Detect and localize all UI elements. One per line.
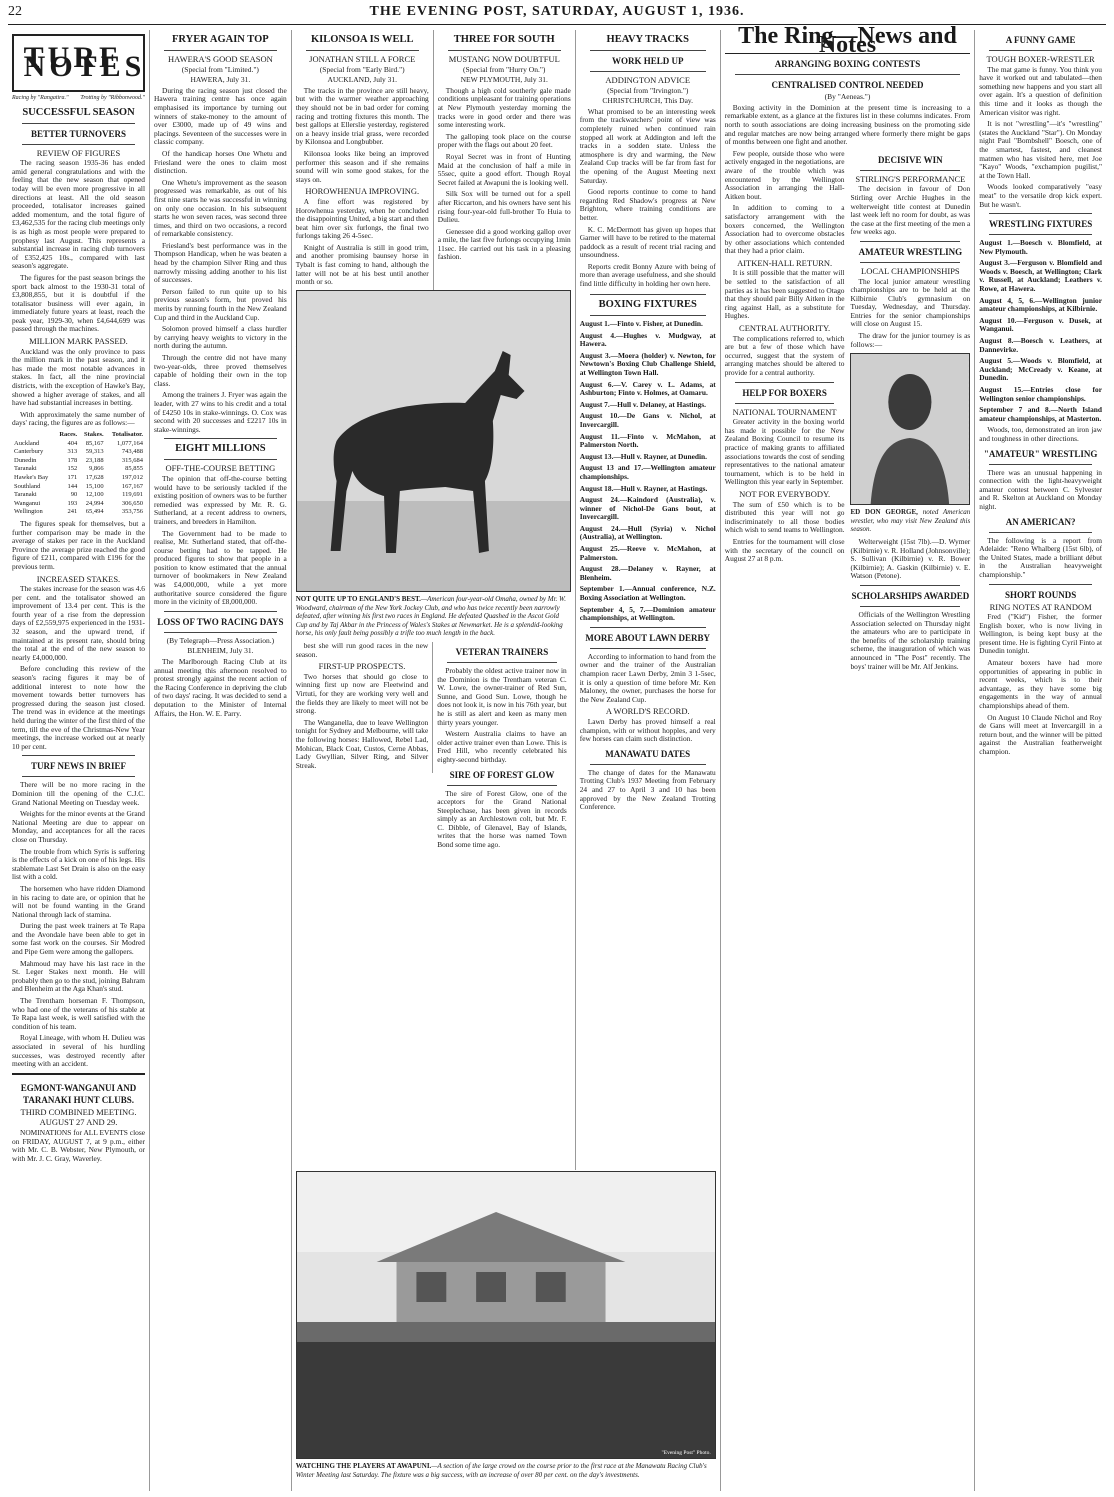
subheadline: CENTRALISED CONTROL NEEDED [771,80,924,91]
table-cell: 313 [67,448,78,456]
caption-lead: ED DON GEORGE, [850,508,918,517]
omaha-horse-photo [296,290,571,592]
paragraph: Woods, too, demonstrated an iron jaw and toughness in other directions. [979,425,1102,443]
advert-subheading: THIRD COMBINED MEETING. [20,1106,137,1117]
paragraph: In addition to coming to a satisfactory arrangement with the boxers concerned, the Wellington Association had to overcome obstacles by other associations which contended that they had a prior claim. [724,203,845,256]
table-header-cell: Totalisator. [111,431,143,438]
table-row [12,491,145,500]
dateline: BLENHEIM, July 31. [187,646,254,656]
section-heading: HOROWHENUA IMPROVING. [305,186,420,197]
subheadline: NATIONAL TOURNAMENT [732,406,837,417]
subheadline: JONATHAN STILL A FORCE [309,54,416,64]
section-heading: INCREASED STAKES. [36,573,121,584]
paragraph: The decision in favour of Don Stirling over Archie Hughes in the welterweight title contest at Dunedin last week left no room for doubt, as was the case at the first meeting of the men a few weeks ago. [850,184,971,237]
fixture-item: August 7.—Hull v. Delaney, at Hastings. [579,399,707,409]
paragraph: K. C. McDermott has given up hopes that Garner will have to be retired to the maternal paddock as a result of recent trial racing and unsoundness. [579,224,716,260]
paragraph: It is not "wrestling"—it's "wrestling" (states the Auckland "Star"). On Monday night Paul "Bombshell" Boesch, one of the smartest, fastest, and cleanest matmen who has visited here, met Joe "Kayo" Woods, "exchampion pugilist," at the Town Hall. [979,119,1102,180]
table-cell: Canterbury [14,448,44,456]
paragraph: Boxing activity in the Dominion at the present time is increasing to a remarkable extent, as a glance at the fixtures list in these columns indicates. From north to south associations are doing increasing business on the promoting side and regular matches are now being arranged where formerly there might be gaps of months between one fight and another. [724,102,971,147]
table-cell: 85,855 [125,465,143,473]
paragraph: The local junior amateur wrestling championships are to be held at the Kilbirnie Club's gymnasium on Tuesday, Wednesday, and Thursday. Entries for the senior championships will close on August 15. [850,276,971,329]
table-header-cell: Stakes. [83,431,104,438]
section-heading: MILLION MARK PASSED. [29,336,128,347]
table-cell: Wellington [14,508,43,516]
column-ring-news [721,23,976,1491]
headline: MANAWATU DATES [605,748,691,759]
section-heading: CENTRAL AUTHORITY. [739,323,831,334]
fixture-item: August 11.—Finto v. McMahon, at Palmerston North. [579,431,716,450]
paragraph: The mat game is funny. You think you have it worked out and tabulated—then something new happens and you start all over again. It's a question of definition this time and it looks as though the American visitor was right. [979,64,1102,117]
fixture-item: August 24.—Hull (Syria) v. Nichol (Australia), at Wellington. [579,523,716,542]
subheadline: ADDINGTON ADVICE [605,75,691,85]
paragraph: Greater activity in the boxing world has made it possible for the New Zealand Boxing Council to resume its practice of making grants to affiliated associations towards the cost of sending representatives to the national amateur tournament, which is to be held in Wellington this year early in September. [724,417,845,487]
photo-credit: "Evening Post" Photo. [661,1450,711,1456]
paragraph: Officials of the Wellington Wrestling Association selected on Thursday night the amateurs who are to participate in the benefits of the scholarship training scheme, the inauguration of which was announced in "The Post" recently. The boys' trainer will be Mr. Alf Jenkins. [850,610,971,671]
caption-text: —American four-year-old Omaha, owned by Mr. W. Woodward, chairman of the New York Jockey Club, and who has twice recently been narrowly defeated, after winning his first two races in England. He defeated Quashed in the Ascot Gold Cup and by Taj Akbar in the Princess of Wales's Stakes at Newmarket. He is a splendid-looking horse, his only fault being possibly a trifle too much length in the back. [295,595,566,638]
paragraph: Reports credit Bonny Azure with being of more than average usefulness, and she should find little difficulty in holding her own here. [579,261,716,289]
paragraph: A fine effort was registered by Horowhenua yesterday, when he concluded the disappointing United, a big start and then beat him over six furlongs, the final two furlongs taking 26 4-5sec. [295,196,429,241]
column-first-up [296,642,434,773]
paragraph: The Marlborough Racing Club at its annual meeting this afternoon resolved to protest strongly against the recent action of the Racing Conference in depriving the club of two days' racing. It was decided to send a deputation to the Minister of Internal Affairs, the Hon. W. E. Parry. [154,657,287,718]
headline: EIGHT MILLIONS [175,443,266,455]
table-header-cell: Races. [59,431,78,438]
awapuni-crowd-photo [296,1171,716,1459]
subheadline: BETTER TURNOVERS [30,128,127,139]
stakes-table [12,431,145,517]
table-row [12,500,145,509]
paragraph: Silk Sox will be turned out for a spell after Riccarton, and his owners have sent his rising four-year-old full-brother To Huia to Dulieu. [437,189,571,225]
headline: THREE FOR SOUTH [453,34,555,45]
dateline: AUCKLAND, July 31. [327,75,398,85]
paragraph: Woods looked comparatively "easy meat" to the versatile drop kick expert. But he wasn't. [979,182,1102,209]
column-turf-notes [8,30,150,1491]
fixture-item: August 3.—Ferguson v. Blomfield and Woods v. Boesch, at Wellington; Clark v. Russell, at Auckland; Leathers v. Rowe, at Hawera. [979,258,1102,294]
byline: (Special from "Limited.") [181,64,259,74]
paragraph: The complications referred to, which are but a few of those which have occurred, suggest that the system of arranging matches should be altered to provide for a central authority. [724,333,845,377]
headline: ARRANGING BOXING CONTESTS [774,59,921,70]
paragraph: The figures for the past season brings the sport back almost to the 1930-31 total of £3,808,855, but it is doubtful if the totalisator business will ever again, in immediately future years at least, reach the peak year, 1929-30, when £4,644,699 was passed through the machines. [12,272,145,334]
fixture-item: August 5.—Woods v. Blomfield, at Auckland; McCready v. Keane, at Dunedin. [979,356,1102,383]
fixture-item: August 24.—Kaindord (Australia), v. winner of Nichol-De Gans bout, at Invercargill. [579,495,716,522]
subheadline: TOUGH BOXER-WRESTLER [986,54,1095,64]
table-row [12,448,145,457]
table-row [12,474,145,483]
section-heading: A WORLD'S RECORD. [605,706,690,717]
paragraph: Fred ("Kid") Fisher, the former English boxer, who is now living in Wellington, is being kept busy at the present time. He is fighting Cyril Finto at Dunedin tonight. [979,612,1102,656]
horse-photo-caption [296,595,571,638]
dateline: NEW PLYMOUTH, July 31. [460,75,548,85]
paragraph: Knight of Australia is still in good trim, and another promising baunsey horse in Tybalt is fast coming to hand, although the latter will not be at his best until another month or so. [295,242,429,287]
paragraph: Two horses that should go close to winning first up now are Fleetwind and Virtuti, for they are working very well and the fields they are likely to meet will not be strong. [295,671,429,716]
paragraph: Though a high cold southerly gale made conditions unpleasant for training operations at New Plymouth yesterday morning the tracks were in good order and there was some interesting work. [437,85,571,130]
subheadline: LOCAL CHAMPIONSHIPS [861,265,960,276]
column-fryer [150,30,292,1491]
fixture-item: August 6.—V. Carey v. L. Adams, at Ashburton; Finto v. Holmes, at Oamaru. [579,379,716,398]
column-heavy-tracks [576,30,720,290]
table-cell: 17,628 [85,473,104,481]
center-columns [292,30,721,1491]
table-cell: 197,012 [121,473,143,481]
headline: KILONSOA IS WELL [310,34,414,45]
table-cell: 1,077,164 [117,439,143,447]
table-cell: 152 [67,465,78,473]
fixture-item: August 1.—Boesch v. Blomfield, at New Plymouth. [979,238,1102,256]
headline: LOSS OF TWO RACING DAYS [157,616,284,627]
table-cell: 743,488 [121,448,143,456]
fixture-item: August 15.—Entries close for Wellington senior championships. [979,385,1102,403]
paragraph: Before concluding this review of the season's racing figures it may be of additional interest to note how the movement towards better turnovers has progressed during the season just closed. The trend was in evidence at the meetings held during the winter of the first third of the term, till the eve of the Christmas-New Year meetings, the increase worked out at nearly 10 per cent. [12,664,145,751]
racing-credit: Racing by "Rangatira." [12,95,69,101]
headline: AMATEUR WRESTLING [858,246,963,257]
masthead [8,0,1106,25]
paragraph: Of the handicap horses One Whetu and Friesland were the ones to claim most distinction. [154,148,287,176]
section-heading: NOT FOR EVERYBODY. [739,488,831,499]
don-george-photo [850,353,970,505]
table-row [12,457,145,466]
paragraph: The trouble from which Syris is suffering is the effects of a kick on one of his legs. His stablemate Last Set Drain is also on the easy list with a cold. [12,846,145,882]
section-heading: FIRST-UP PROSPECTS. [318,661,406,672]
headline: SUCCESSFUL SEASON [22,106,135,118]
paragraph: On August 10 Claude Nichol and Roy de Gans will meet at Invercargill in a return bout, and the winner will be pitted against the Australian featherweight champion. [979,712,1102,756]
column-kilonsoa [292,30,434,290]
advert-body: NOMINATIONS for ALL EVENTS close on FRIDAY, AUGUST 7, at 9 p.m., either with Mr. C. B. Webster, New Plymouth, or with Mr. J. C. Gray, Waverley. [12,1127,145,1163]
subheadline: MUSTANG NOW DOUBTFUL [448,54,560,64]
fixture-item: August 10.—De Gans v. Nichol, at Invercargill. [579,411,716,429]
paragraph: What promised to be an interesting week from the trackwatchers' point of view was completely ruined when continued rain stopped all work at Addington and left the tracks in a sodden state. Unless the atmosphere is dry and warming, the New Zealand Cup tracks will be far from fast for the opening of the August Meeting next Saturday. [579,106,716,185]
caption-text: noted American wrestler, who may visit New Zealand this season. [850,508,971,534]
horse-silhouette-icon [297,291,570,591]
table-cell: 241 [67,508,78,516]
fixture-item: August 13.—Hull v. Rayner, at Dunedin. [579,451,707,461]
newspaper-title: THE EVENING POST, SATURDAY, AUGUST 1, 1936. [369,4,745,19]
headline: MORE ABOUT LAWN DERBY [585,632,711,643]
section-heading: AITKEN-HALL RETURN. [737,257,833,268]
headline: SIRE OF FOREST GLOW [449,769,555,780]
table-cell: Taranaki [14,465,37,473]
table-cell: 315,684 [121,456,143,464]
table-cell: 178 [67,456,78,464]
table-cell: Southland [14,482,41,490]
paragraph: Western Australia claims to have an older active trainer even than Lowe. This is Fred Hill, who recently celebrated his eighty-second birthday. [437,729,567,764]
table-cell: 85,167 [85,439,104,447]
paragraph: The sum of £50 which is to be distributed this year will not go indiscriminately to all those bodies which wish to send teams to Wellington. [724,499,845,535]
headline: HEAVY TRACKS [606,34,689,45]
table-row [12,440,145,449]
fixture-item: August 13 and 17.—Wellington amateur championships. [579,463,716,481]
dateline: CHRISTCHURCH, This Day. [602,96,694,106]
paragraph: According to information to hand from the owner and the trainer of the Australian champion racer Lawn Derby, 2min 3 1-5sec, it is only a question of time before Mr. Ken Maloney, the owner, purchases the horse for the New Zealand Cup. [579,651,716,704]
headline: SCHOLARSHIPS AWARDED [851,591,970,601]
paragraph: During the racing season just closed the Hawera training centre has once again emphasised its importance by turning out winners of stake-money to the amount of over £3000, made up of 49 wins and placings. Seventeen of the successes were in classic company. [154,85,287,147]
paragraph: Solomon proved himself a class hurdler by carrying heavy weights to victory in the north during the autumn. [154,324,287,351]
table-cell: 9,866 [89,465,104,473]
headline: BOXING FIXTURES [598,299,697,310]
wrestling-fixture-list [979,239,1102,423]
hunt-club-advert [12,1073,145,1164]
turf-notes-title: TURF NOTES [23,41,146,83]
fixture-item: August 10.—Ferguson v. Dusek, at Wanganui. [979,315,1102,334]
table-cell: 193 [67,499,78,507]
fixture-item: August 4, 5, 6.—Wellington junior amateur championships, at Kilbirnie. [979,295,1102,314]
byline: (Special from "Hurry On.") [463,64,546,74]
table-cell: 119,691 [122,491,143,499]
paragraph: Lawn Derby has proved himself a real champion, with or without hopples, and very few horses can claim such distinction. [579,716,716,744]
paragraph: Entries for the tournament will close with the secretary of the council on August 27 at 8 p.m. [724,536,845,564]
fixture-item: August 18.—Hull v. Rayner, at Hastings. [579,483,708,493]
paragraph: The figures speak for themselves, but a further comparison may be made in the average of stakes per race in the Auckland Province the average prize reached the good figure of £211, compared with £196 for the previous term. [12,518,145,571]
caption-lead: WATCHING THE PLAYERS AT AWAPUNI. [295,1462,432,1470]
fixture-item: August 25.—Reeve v. McMahon, at Palmerston. [579,544,716,562]
headline: A FUNNY GAME [1005,35,1076,45]
fixture-item: September 4, 5, 7.—Dominion amateur championships, at Wellington. [579,604,716,623]
table-cell: 65,494 [85,508,104,516]
paragraph: Few people, outside those who were actively engaged in the negotiations, are aware of the trouble which was encountered by the Wellington Association in arranging the Hall-Aitken bout. [724,148,845,201]
fixture-item: September 1.—Annual conference, N.Z. Boxing Association at Wellington. [579,584,716,603]
fixture-item: August 4.—Hughes v. Mudgway, at Hawera. [579,330,716,349]
table-cell: 404 [67,439,78,447]
paragraph: The Wanganella, due to leave Wellington tonight for Sydney and Melbourne, will take the following horses: Hallowed, Rebel Lad, Mohican, Black Coat, Custos, Cerne Abbas, Lady Gwyllian, Silver Ring, and Silver Streak. [295,717,429,770]
table-cell: 167,167 [121,482,143,490]
subheadline: OFF-THE-COURSE BETTING [165,463,276,474]
page-number: 22 [8,4,22,19]
byline: (Special from "Irvington.") [607,85,689,95]
headline: FRYER AGAIN TOP [172,34,269,45]
column-boxing-fixtures [576,290,720,1170]
paragraph: Friesland's best performance was in the Thompson Handicap, when he was beaten a head by the champion Silver Ring and thus narrowly missing adding another to his list of successes. [154,240,287,285]
paragraph: The sire of Forest Glow, one of the acceptors for the Grand National Steeplechase, has been given in records simply as an Archlestown colt, but Mr. F. C. Dibble, of Glenavel, Bay of Islands, writes that the horse was named Town Bond some time ago. [437,788,567,850]
column-credits [12,94,145,103]
table-cell: 171 [67,473,78,481]
awapuni-photo-caption [296,1462,716,1479]
advert-heading: EGMONT-WANGANUI AND TARANAKI HUNT CLUBS. [20,1082,137,1105]
table-header-cell [12,431,55,440]
headline: VETERAN TRAINERS [455,646,549,657]
byline: (By Telegraph—Press Association.) [166,635,275,645]
trotting-credit: Trotting by "Ribbonwood." [80,95,145,101]
byline: (Special from "Early Bird.") [319,64,405,74]
paragraph: Royal Secret was in front of Hunting Maid at the conclusion of half a mile in 55sec, quite a good effort. Though Royal Secret failed at Awapuni the is looking well. [437,151,571,187]
paragraph: Weights for the minor events at the Grand National Meeting are due to appear on Monday, and acceptances for all the races close on Thursday. [12,809,145,844]
paragraph: The draw for the junior tourney is as follows:— [850,331,971,349]
table-cell: 144 [67,482,78,490]
paragraph: best she will run good races in the new season. [295,640,429,659]
advert-date: AUGUST 27 AND 29. [39,1117,118,1128]
paragraph: The tracks in the province are still heavy, but with the warmer weather approaching they should not be in bad order for coming racing and trotting fixtures this month. The best gallops at Ellerslie yesterday, registered on a heavy inside trial grass, were recorded by Kilonsoa and Longbubber. [295,85,429,147]
table-row [12,465,145,474]
table-cell: 90 [70,491,78,499]
paragraph: Among the trainers J. Fryer was again the leader, with 27 wins to his credit and a total of £4250 10s in stake-winnings. O. Cox was second with 20 successes and £2217 10s in stake-winnings. [154,390,287,434]
turf-notes-logo [12,34,145,92]
column-three-for-south [434,30,576,290]
paragraph: The racing season 1935-36 has ended amid general congratulations and with the feeling that the new season that opened today will be even more progressive in all directions at least. All the old season proceeded, totalisator increases gained added momentum, and the total figure of £3,462,535 for the racing club meetings only is as high as most people were prepared to prophesy last August. This represents a substantial increase in racing club turnovers of £352,425 10s., compared with last season's aggregate. [12,158,146,271]
paragraph: The stakes increase for the season was 4.6 per cent. and the totalisator showed an improvement of 13.4 per cent. This is the fourth year of a rise from the depression days of £2,559,975 experienced in the 1931-32 season, and the upward trend, if maintained at its present rate, should bring the total at the end of the new season to nearly £4,000,000. [12,584,145,662]
table-cell: Auckland [14,439,40,447]
paragraph: The following is a report from Adelaide: "Reno Whalberg (15st 6lb), of the United States, made a brilliant début in the Australian heavyweight championship." [979,535,1102,579]
table-cell: 353,756 [121,508,143,516]
fixture-item: August 28.—Delaney v. Rayner, at Blenheim. [579,564,716,582]
paragraph: The Trentham horseman F. Thompson, who had one of the veterans of his stable at Te Rapa last week, is well satisfied with the condition of his team. [12,996,145,1031]
paragraph: The opinion that off-the-course betting would have to be seriously tackled if the existing position of owners was to be further remedied was expressed by Mr. R. G. Sutherland, at a recent address to owners, trainers, and breeders in Hamilton. [154,473,287,526]
paragraph: The change of dates for the Manawatu Trotting Club's 1937 Meeting from February 24 and 27 to April 3 and 10 has been approved by the New Zealand Trotting Conference. [579,767,716,812]
paragraph: Probably the oldest active trainer now in the Dominion is the Trentham veteran C. W. Lowe, the owner-trainer of Red Sun, Sunne, and Good Sun. Lowe, though he does not look it, is now in his 76th year, but he is still as alert and keen as many men thirty years younger. [437,665,567,727]
paragraph: There was an unusual happening in connection with the light-heavyweight amateur contest between C. Sylvester and R. Skelton at Auckland on Monday night. [979,467,1102,511]
table-row [12,508,145,517]
paragraph: Royal Lineage, with whom H. Dulieu was associated in several of his hurdling successes, was destroyed recently after meeting with an accident. [12,1033,145,1069]
paragraph: Kilonsoa looks like being an improved performer this season and if she remains sound will win some good stakes, for the stays on. [295,148,429,184]
don-george-caption [850,508,970,534]
paragraph: Amateur boxers have had more opportunities of appearing in public in recent weeks, which is to their advantage, as they have some big engagements in the way of annual championships ahead of them. [979,658,1102,711]
subheadline: RING NOTES AT RANDOM [989,601,1092,612]
grandstand-crowd-icon [297,1172,715,1458]
paragraph: During the past week trainers at Te Rapa and the Avondale have been able to get in some fast work on the courses. Sir Modred and Pipe Gem were among the gallopers. [12,921,145,957]
caption-lead: NOT QUITE UP TO ENGLAND'S BEST. [295,595,421,603]
table-cell: 23,188 [85,456,104,464]
column-funny-game [975,30,1106,1491]
table-cell: 15,100 [85,482,104,490]
headline: DECISIVE WIN [878,154,943,165]
paragraph: The horsemen who have ridden Diamond in his racing to date are, or opinion that he will not be found wanting in the Grand National through lack of stamina. [12,883,145,919]
table-cell: Hawke's Bay [14,473,49,481]
ring-section-title: The Ring—News and Notes [725,30,971,54]
paragraph: The Government had to be made to realise, Mr. Sutherland stated, that off-the-course betting had to be tapped. He produced figures to show that people in a position to know estimated that the annual turnover of bookmakers in New Zealand was £4,000,000, while a yet more authoritative source considered the figure more in the vicinity of £8,000,000. [154,528,287,607]
boxing-fixture-list [580,320,716,623]
table-row [12,483,145,492]
paragraph: Good reports continue to come to hand regarding Red Shadow's progress at New Brighton, where training conditions are better. [579,187,716,222]
paragraph: Through the centre did not have many two-year-olds, three proved themselves capable of holding their own in the top class. [154,353,287,388]
table-cell: 59,313 [85,448,104,456]
subheadline: STIRLING'S PERFORMANCE [855,173,966,184]
headline: WRESTLING FIXTURES [988,219,1093,230]
paragraph: Mahmoud may have his last race in the St. Leger Stakes next month. He will probably then go to the stud, joining Bahram and Blenheim at the Aga Khan's stud. [12,958,145,994]
table-cell: 12,100 [85,491,104,499]
paragraph: Welterweight (15st 7lb).—D. Wymer (Kilbirnie) v. R. Holland (Johnsonville); S. Sullivan (Kilbirnie) v. R. Bower (Kilbirnie); A. Gaskin (Kilbirnie) v. E. Watson (Petone). [850,537,971,581]
table-cell: Wanganui [14,499,41,507]
paragraph: One Whetu's improvement as the season progressed was remarkable, as out of his first nine starts he was successful in winning on only one occasion. In his subsequent starts he won seven races, was second three times, and third on two occasions, a record of remarkable consistency. [154,177,287,239]
fixture-item: August 8.—Boesch v. Leathers, at Dannevirke. [979,336,1102,354]
fixture-item: September 7 and 8.—North Island amateur championships, at Masterton. [979,405,1102,423]
paragraph: With approximately the same number of days' racing, the figures are as follows:— [12,409,145,428]
table-cell: Taranaki [14,491,37,499]
headline: "AMATEUR" WRESTLING [983,448,1098,459]
dateline: HAWERA, July 31. [190,75,251,85]
caption-text: —A section of the large crowd on the course prior to the first race at the Manawatu Racing Club's Winter Meeting last Saturday. The fixture was a big success, with an increase of over 80 per cent. on the day's investments. [295,1462,707,1479]
paragraph: Genessee did a good working gallop over a mile, the last five furlongs occupying 1min 11sec. He carried out his task in a pleasing fashion. [437,226,571,262]
column-veteran-trainers [433,642,571,853]
table-cell: 24,994 [85,499,104,507]
headline: TURF NEWS IN BRIEF [31,761,126,772]
table-cell: Dunedin [14,456,37,464]
paragraph: It is still possible that the matter will be settled to the satisfaction of all parties as it has been suggested to Otago that they should pair Billy Aitken in the ring against Hall, as a substitute for Hughes. [724,268,845,321]
table-cell: 306,650 [121,499,143,507]
wrestler-portrait-icon [851,354,969,504]
paragraph: The galloping took place on the course proper with the flags out about 20 feet. [437,131,571,150]
paragraph: There will be no more racing in the Dominion till the opening of the C.J.C. Grand National Meeting on Tuesday week. [12,780,145,807]
paragraph: Person failed to run quite up to his previous season's form, but proved his merits by running fourth in the New Zealand Cup and third in the Auckland Cup. [154,286,287,322]
subheadline: HAWERA'S GOOD SEASON [167,54,273,64]
byline: (By "Aeneas.") [824,92,871,102]
fixture-item: August 3.—Moera (holder) v. Newton, for Newtown's Boxing Club Challenge Shield, at Wellington Town Hall. [579,350,716,377]
subheadline: WORK HELD UP [611,56,684,66]
headline: AN AMERICAN? [1005,516,1076,527]
columns [8,23,1106,1491]
headline: SHORT ROUNDS [1004,589,1077,600]
subheadline: REVIEW OF FIGURES [36,147,121,158]
paragraph: Auckland was the only province to pass the million mark in the past season, and it has made the most notable advances in stakes. In fact, all the nine provincial districts, with the exception of Hawke's Bay, showed a higher average of stakes, and all have had substantial increases in betting. [12,346,145,408]
headline: HELP FOR BOXERS [742,387,827,398]
fixture-item: August 1.—Finto v. Fisher, at Dunedin. [579,319,703,328]
